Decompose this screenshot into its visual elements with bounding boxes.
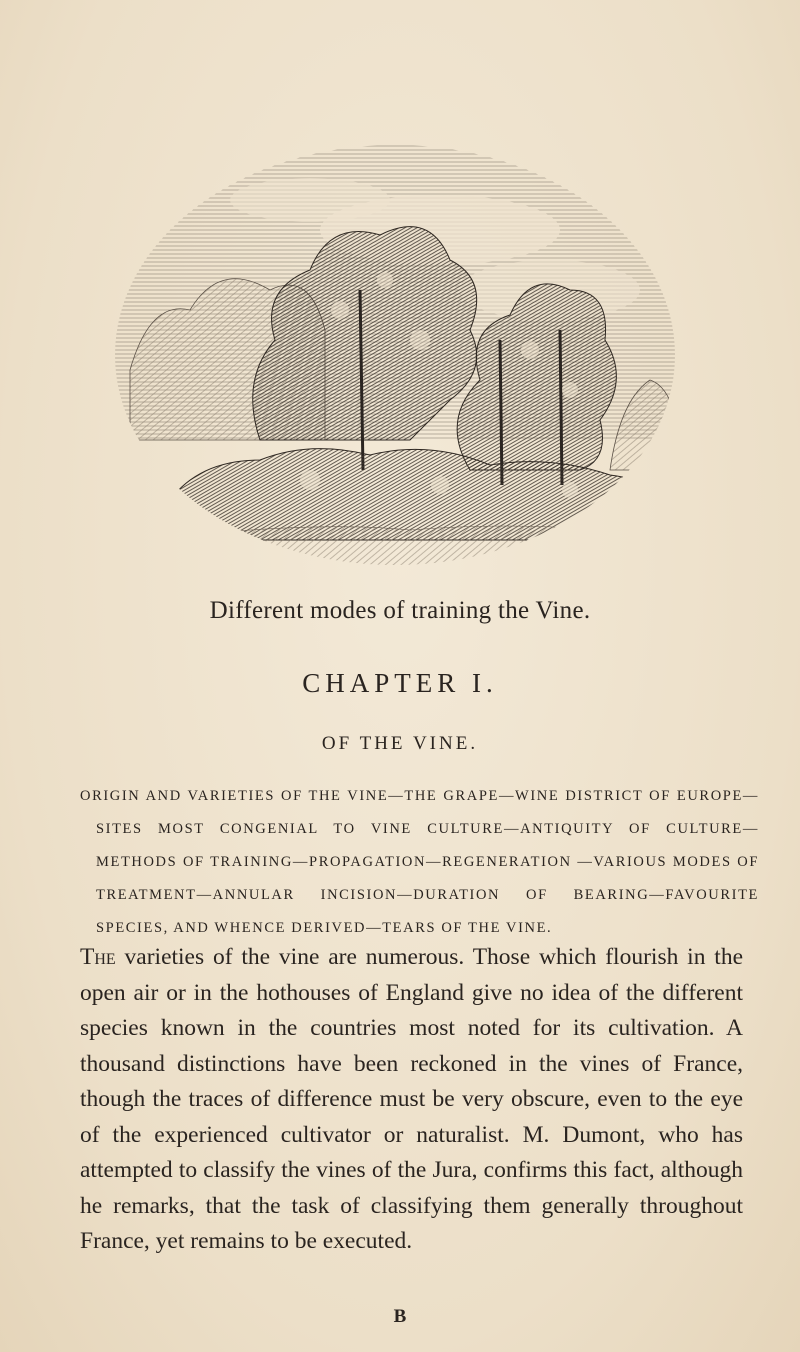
paragraph-text: varieties of the vine are numerous. Those which flourish in the open air or in the hothouses of England give no idea of the different species known in the countries most noted for its cultivation. A thousand distinctions have been reckoned in the vines of France, though the traces of difference must be very obscure, even to the eye of the experienced cultivator or naturalist. M. Dumont, who has attempted to classify the vines of the Jura, confirms this fact, although he remarks, that the task of classifying them generally throughout France, yet remains to be executed. xyxy=(80,944,743,1254)
opening-word: The xyxy=(80,944,116,970)
illustration-caption: Different modes of training the Vine. xyxy=(209,597,591,624)
chapter-subheading: OF THE VINE. xyxy=(321,733,479,754)
chapter-synopsis: ORIGIN AND VARIETIES OF THE VINE—THE GRAPE—WINE DISTRICT OF EUROPE—SITES MOST CONGENIAL TO VINE CULTURE—ANTIQUITY OF CULTURE—METHODS OF TRAINING—PROPAGATION—REGENERATION —VARIOUS MODES OF TREATMENT—ANNULAR INCISION—DURATION OF BEARING—FAVOURITE SPECIES, AND WHENCE DERIVED—TEARS OF THE VINE. xyxy=(80,788,759,936)
body-paragraph xyxy=(80,940,743,1260)
signature-mark: B xyxy=(393,1306,407,1327)
vine-engraving-illustration xyxy=(110,140,680,580)
chapter-heading: CHAPTER I. xyxy=(302,668,498,698)
